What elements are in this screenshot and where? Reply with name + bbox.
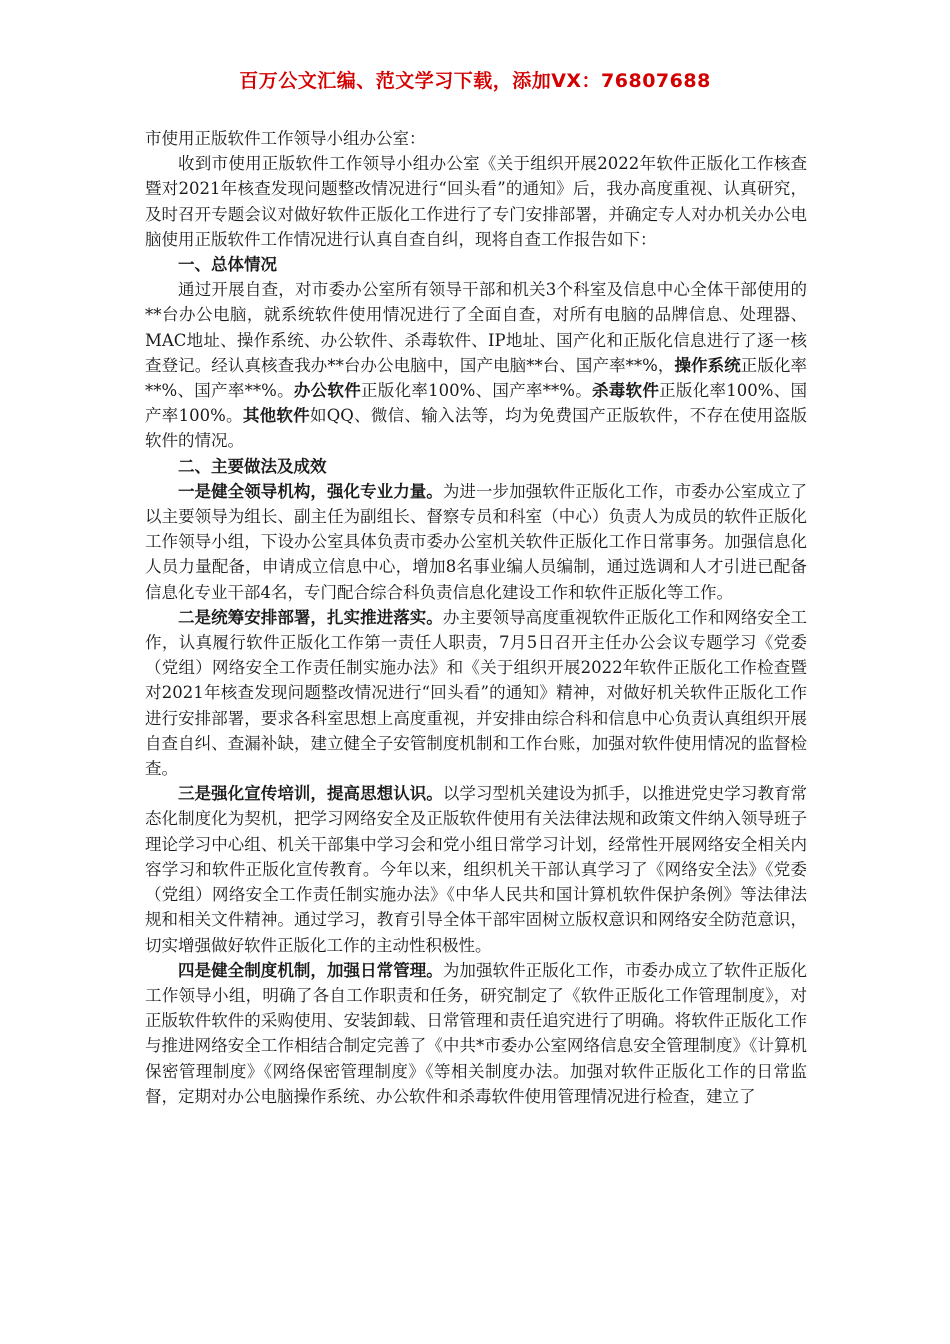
bold-term-office: 办公软件 (293, 381, 361, 401)
measure-lead: 四是健全制度机制，加强日常管理。 (178, 960, 443, 980)
watermark-banner: 百万公文汇编、范文学习下载，添加VX：76807688 (239, 70, 711, 92)
salutation: 市使用正版软件工作领导小组办公室： (145, 129, 426, 148)
bold-term-other: 其他软件 (242, 406, 310, 426)
measure-paragraph (145, 605, 807, 781)
intro-paragraph: 收到市使用正版软件工作领导小组办公室《关于组织开展2022年软件正版化工作核查暨对2021年核查发现问题整改情况进行“回头看”的通知》后，我办高度重视、认真研究，及时召开专题会议对做好软件正版化工作进行了专门安排部署，并确定专人对办机关办公电脑使用正版软件工作情况进行认真自查自纠，现将自查工作报告如下： (145, 154, 807, 249)
overview-text: 如QQ、微信、输入法等，均为免费国产正版软件，不存在使用盗版软件的情况。 (145, 406, 807, 451)
measure-paragraph (145, 958, 807, 1109)
bold-term-os: 操作系统 (674, 355, 741, 375)
measure-text: 为进一步加强软件正版化工作，市委办公室成立了以主要领导为组长、副主任为副组长、督察专员和科室（中心）负责人为成员的软件正版化工作领导小组，下设办公室具体负责市委办公室机关软件正版化工作日常事务。加强信息化人员力量配备，申请成立信息中心，增加8名事业编人员编制，通过选调和人才引进已配备信息化专业干部4名，专门配合综合科负责信息化建设工作和软件正版化等工作。 (145, 481, 808, 602)
overview-text: 正版化率100%、国产率100%。 (145, 381, 808, 426)
overview-text: 通过开展自查，对市委办公室所有领导干部和机关3个科室及信息中心全体干部使用的**台办公电脑，就系统软件使用情况进行了全面自查，对所有电脑的品牌信息、处理器、MAC地址、操作系统、办公软件、杀毒软件、IP地址、国产化和正版化信息进行了逐一核查登记。经认真核查我办**台办公电脑中，国产电脑**台、国产率**%， (145, 280, 807, 375)
measure-text: 为加强软件正版化工作，市委办成立了软件正版化工作领导小组，明确了各自工作职责和任务，研究制定了《软件正版化工作管理制度》，对正版软件软件的采购使用、安装卸载、日常管理和责任追究进行了明确。将软件正版化工作与推进网络安全工作相结合制定完善了《中共*市委办公室网络信息安全管理制度》《计算机保密管理制度》《网络保密管理制度》《等相关制度办法。加强对软件正版化工作的日常监督，定期对办公电脑操作系统、办公软件和杀毒软件使用管理情况进行检查，建立了 (145, 960, 808, 1106)
measure-paragraph (145, 781, 807, 957)
measure-lead: 一是健全领导机构，强化专业力量。 (178, 481, 443, 501)
measure-text: 以学习型机关建设为抓手，以推进党史学习教育常态化制度化为契机，把学习网络安全及正版软件使用有关法律法规和政策文件纳入领导班子理论学习中心组、机关干部集中学习会和党小组日常学习计划，经常性开展网络安全相关内容学习和软件正版化宣传教育。今年以来，组织机关干部认真学习了《网络安全法》《党委（党组）网络安全工作责任制实施办法》《中华人民共和国计算机软件保护条例》等法律法规和相关文件精神。通过学习，教育引导全体干部牢固树立版权意识和网络安全防范意识，切实增强做好软件正版化工作的主动性积极性。 (145, 784, 808, 955)
section-heading-overview: 一、总体情况 (178, 255, 277, 275)
overview-paragraph (145, 277, 807, 453)
bold-term-antivirus: 杀毒软件 (591, 381, 660, 401)
document-body (145, 126, 807, 1109)
section-heading-measures: 二、主要做法及成效 (178, 456, 327, 476)
overview-text: 正版化率100%、国产率**%。 (361, 381, 592, 401)
measure-paragraph (145, 479, 807, 605)
measure-lead: 二是统筹安排部署，扎实推进落实。 (178, 607, 443, 627)
overview-text: 正版化率**%、国产率**%。 (145, 355, 808, 401)
measure-lead: 三是强化宣传培训，提高思想认识。 (178, 784, 443, 804)
measure-text: 办主要领导高度重视软件正版化工作和网络安全工作，认真履行软件正版化工作第一责任人职责，7月5日召开主任办公会议专题学习《党委（党组）网络安全工作责任制实施办法》和《关于组织开展2022年软件正版化工作检查暨对2021年核查发现问题整改情况进行“回头看”的通知》精神，对做好机关软件正版化工作进行安排部署，要求各科室思想上高度重视，并安排由综合科和信息中心负责认真组织开展自查自纠、查漏补缺，建立健全子安管制度机制和工作台账，加强对软件使用情况的监督检查。 (145, 607, 808, 779)
